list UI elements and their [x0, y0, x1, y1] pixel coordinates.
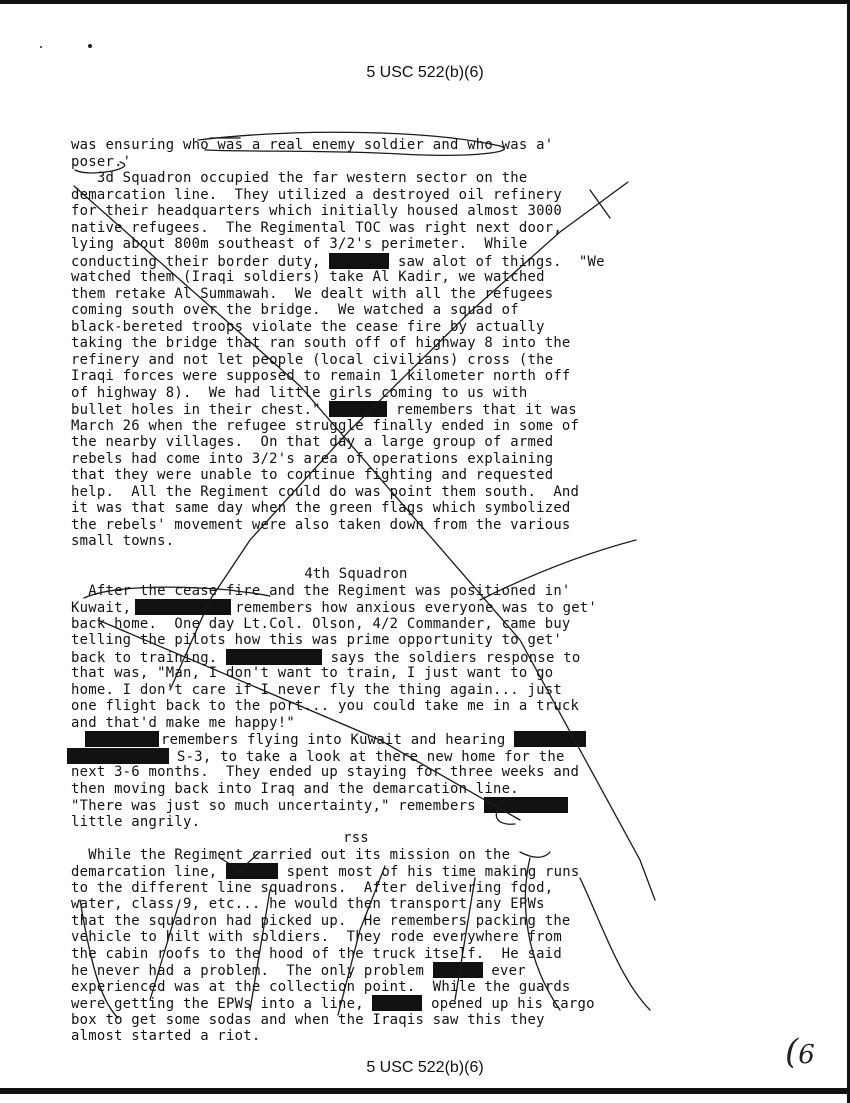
scan-speck — [88, 44, 92, 48]
text-line: of highway 8). We had little girls coming to us with — [71, 384, 528, 401]
text-line: While the Regiment carried out its mission on the — [71, 846, 511, 863]
redaction-block — [226, 863, 278, 879]
text-line — [71, 649, 671, 666]
text-segment: remembers how anxious everyone was to get' — [235, 600, 598, 616]
text-line: box to get some sodas and when the Iraqis saw this they — [71, 1011, 545, 1028]
redaction-block — [514, 731, 586, 747]
text-line: small towns. — [71, 533, 175, 549]
text-line — [71, 253, 671, 270]
text-line: them retake Al Summawah. We dealt with all the refugees — [71, 285, 554, 302]
text-segment: remembers flying into Kuwait and hearing — [161, 732, 506, 748]
text-line: little angrily. — [71, 813, 201, 830]
text-line: Iraqi forces were supposed to remain 1 kilometer north off — [71, 368, 571, 384]
text-line — [71, 401, 671, 418]
text-line: help. All the Regiment could do was point them south. And — [71, 483, 580, 500]
blank-line — [71, 550, 671, 567]
redaction-block — [135, 599, 231, 615]
text-line: poser.' — [71, 153, 132, 170]
text-line — [71, 748, 671, 765]
text-line: black-bereted troops violate the cease fire by actually — [71, 318, 545, 335]
text-line: to the different line squadrons. After delivering food, — [71, 879, 554, 896]
classification-stamp-bottom: 5 USC 522(b)(6) — [366, 1059, 484, 1076]
text-line: telling the pilots how this was prime opportunity to get' — [71, 632, 562, 648]
handwritten-page-number: (6 — [785, 1032, 815, 1072]
text-segment: spent most of his time making runs — [286, 864, 580, 880]
text-segment: were getting the EPWs into a line, — [71, 996, 364, 1012]
text-line: it was that same day when the green flags which symbolized — [71, 500, 571, 516]
text-line: back home. One day Lt.Col. Olson, 4/2 Commander, came buy — [71, 615, 571, 632]
text-line: March 26 when the refugee struggle finally ended in some of — [71, 417, 580, 434]
redaction-block — [329, 253, 389, 269]
text-segment: saw alot of things. "We — [398, 253, 605, 270]
text-line: that they were unable to continue fighting and requested — [71, 467, 554, 483]
text-segment: S-3, to take a look at there new home for the — [177, 748, 565, 765]
text-segment: demarcation line, — [71, 864, 218, 880]
redaction-block — [329, 401, 387, 417]
redaction-block — [433, 962, 483, 978]
scan-border-top — [0, 0, 850, 4]
text-line: the nearby villages. On that day a large group of armed — [71, 434, 554, 450]
text-line: for their headquarters which initially housed almost 3000 — [71, 203, 562, 219]
redaction-block — [372, 995, 422, 1011]
text-line: that was, "Man, I don't want to train, I just want to go — [71, 665, 554, 681]
text-line: native refugees. The Regimental TOC was right next door, — [71, 219, 562, 236]
text-segment: "There was just so much uncertainty," remembers — [71, 798, 476, 814]
document-body — [71, 137, 671, 1045]
text-segment: he never had a problem. The only problem — [71, 963, 425, 979]
scan-border-bottom — [0, 1088, 850, 1094]
text-line: 3d Squadron occupied the far western sector on the — [71, 170, 528, 186]
text-line: the cabin roofs to the hood of the truck itself. He said — [71, 945, 562, 962]
redaction-block — [85, 731, 159, 747]
text-line — [71, 962, 671, 979]
text-line: lying about 800m southeast of 3/2's perimeter. While — [71, 236, 528, 252]
text-segment: back to training. — [71, 649, 218, 666]
text-segment: says the soldiers response to — [330, 649, 581, 666]
text-segment: conducting their border duty, — [71, 253, 321, 270]
text-line: was ensuring who was a real enemy soldier and who was a' — [71, 137, 554, 153]
redaction-block — [67, 748, 169, 764]
text-segment: Kuwait, — [71, 600, 132, 616]
text-line: vehicle to hilt with soldiers. They rode everywhere from — [71, 929, 562, 945]
text-segment: bullet holes in their chest." — [71, 402, 321, 418]
text-segment: remembers that it was — [396, 402, 577, 418]
text-line — [71, 863, 671, 880]
text-line: then moving back into Iraq and the demarcation line. — [71, 780, 519, 797]
text-line: After the cease fire and the Regiment was positioned in' — [71, 582, 571, 599]
redaction-block — [484, 797, 568, 813]
scan-speck — [40, 46, 42, 48]
text-line: experienced was at the collection point. While the guards — [71, 978, 571, 995]
text-line: home. I don't care if I never fly the thing again... just — [71, 681, 562, 698]
text-line: the rebels' movement were also taken down from the various — [71, 516, 571, 533]
text-line: one flight back to the port... you could take me in a truck — [71, 698, 580, 714]
text-line: next 3-6 months. They ended up staying for three weeks and — [71, 764, 580, 780]
text-line: and that'd make me happy!" — [71, 714, 295, 731]
text-line: refinery and not let people (local civilians) cross (the — [71, 351, 554, 368]
text-line: watched them (Iraqi soldiers) take Al Kadir, we watched — [71, 269, 545, 285]
text-line: demarcation line. They utilized a destroyed oil refinery — [71, 186, 562, 203]
redaction-block — [226, 649, 322, 665]
section-heading-4th-squadron: 4th Squadron — [304, 566, 408, 582]
text-line — [71, 995, 671, 1012]
text-line: almost started a riot. — [71, 1028, 261, 1044]
text-line — [71, 797, 671, 814]
text-line: coming south over the bridge. We watched a squad of — [71, 302, 519, 318]
text-line: water, class 9, etc... he would then transport any EPWs — [71, 896, 545, 912]
classification-stamp-top: 5 USC 522(b)(6) — [366, 64, 484, 81]
text-line: taking the bridge that ran south off of highway 8 into the — [71, 335, 571, 351]
text-line: that the squadron had picked up. He remembers packing the — [71, 912, 571, 929]
section-heading-rss: rss — [343, 830, 369, 846]
text-segment: ever — [491, 963, 526, 979]
text-line — [71, 599, 671, 616]
text-line — [71, 731, 671, 748]
text-line: rebels had come into 3/2's area of operations explaining — [71, 450, 554, 467]
text-segment: opened up his cargo — [431, 996, 595, 1012]
